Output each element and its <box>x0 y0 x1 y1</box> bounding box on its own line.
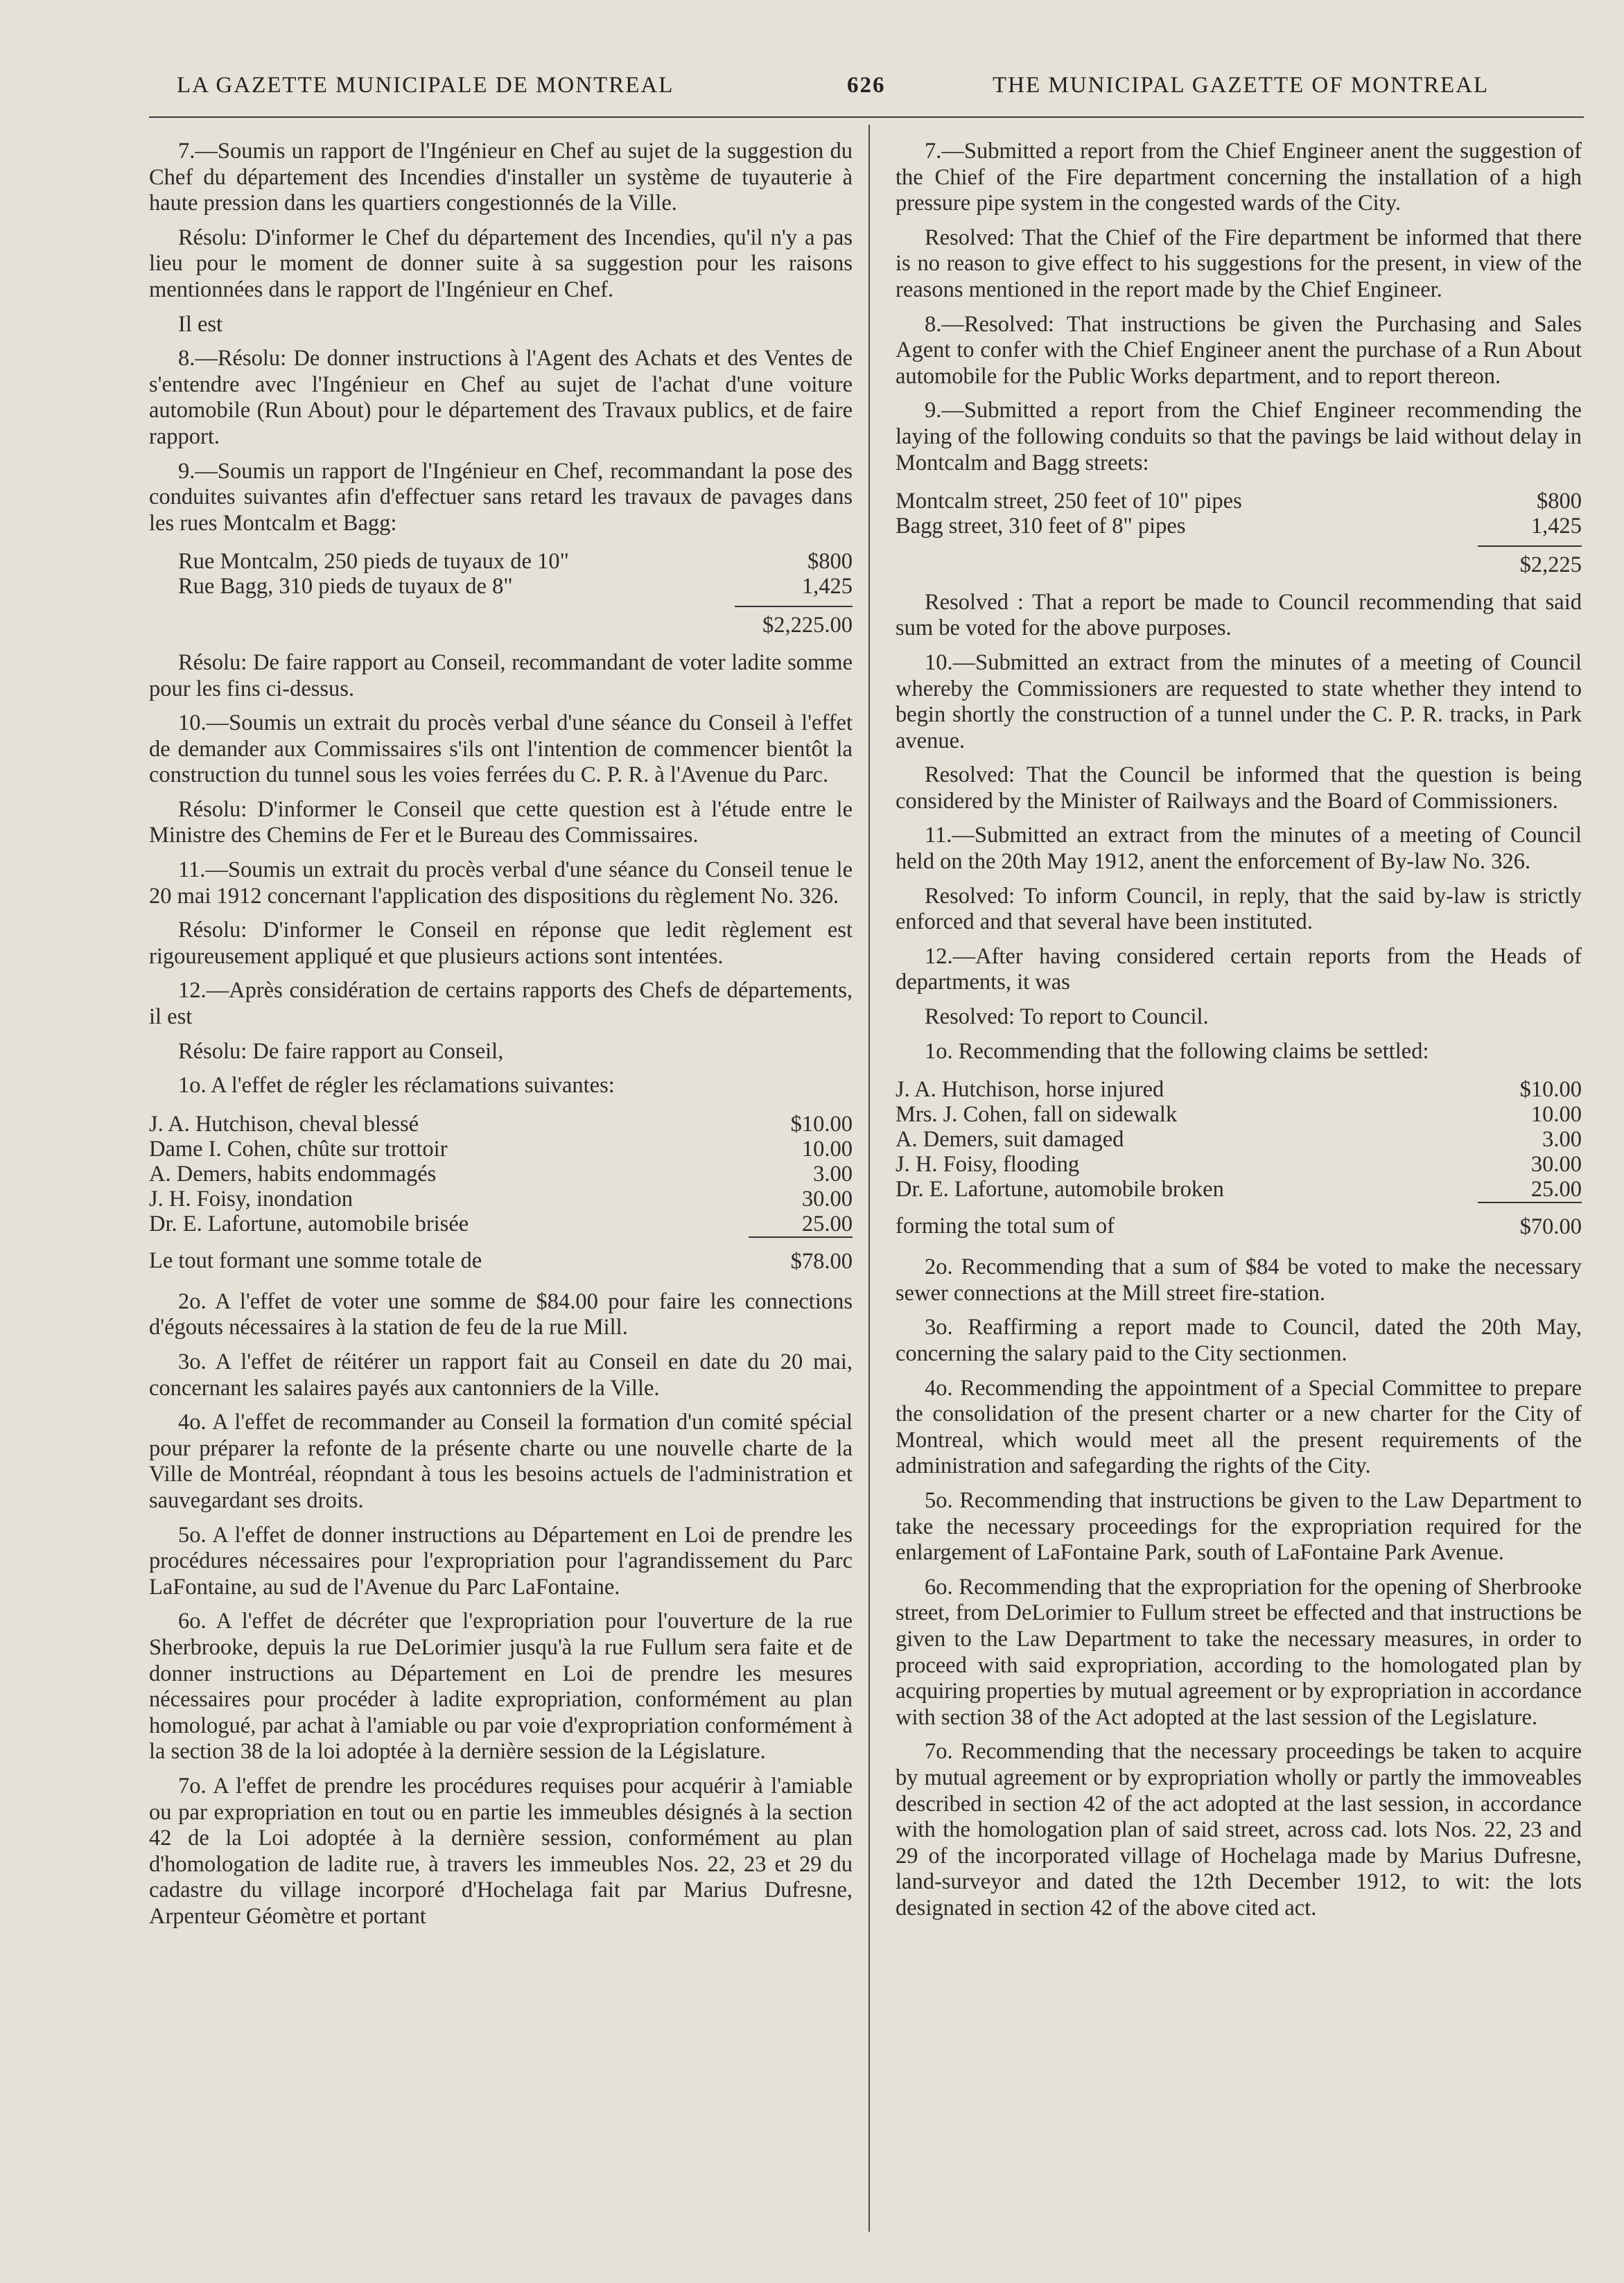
row-label: J. A. Hutchison, cheval blessé <box>149 1111 419 1137</box>
table-row <box>149 549 853 574</box>
en-item-4o: 4o. Recommending the appointment of a Special Committee to prepare the consolidation of the present charter or a new charter for the City of Montreal, which would meet all the present requirements of the administration and safegarding the rights of the City. <box>896 1375 1582 1479</box>
fr-pipe-table <box>149 549 853 599</box>
row-value: $800 <box>807 549 853 575</box>
fr-item-5o: 5o. A l'effet de donner instructions au Département en Loi de prendre les procédures nécessaires pour l'expropriation pour l'agrandissement du Parc LaFontaine, au sud de l'Avenue du Parc LaFontaine. <box>149 1522 853 1600</box>
en-claims-table <box>896 1077 1582 1239</box>
header-rule <box>149 116 1584 118</box>
total-value: $70.00 <box>1478 1202 1582 1239</box>
fr-item-8: 8.—Résolu: De donner instructions à l'Agent des Achats et des Ventes de s'entendre avec l'Ingénieur en Chef au sujet de l'achat d'une voiture automobile (Run About) pour le département des Travaux publics, et de faire rapport. <box>149 346 853 449</box>
fr-item-3o: 3o. A l'effet de réitérer un rapport fait au Conseil en date du 20 mai, concernant les salaires payés aux cantonniers de la Ville. <box>149 1349 853 1401</box>
row-value: 25.00 <box>1530 1177 1582 1202</box>
en-pipe-total: $2,225 <box>1478 545 1582 579</box>
fr-il-est: Il est <box>178 311 223 337</box>
row-value: 30.00 <box>801 1186 853 1212</box>
row-value: 1,425 <box>1530 514 1582 539</box>
english-column <box>896 139 1582 1930</box>
row-value: 3.00 <box>1542 1127 1582 1153</box>
row-value: 30.00 <box>1530 1152 1582 1178</box>
fr-pipe-total: $2,225.00 <box>735 606 853 639</box>
fr-item-12: 12.—Après considération de certains rapports des Chefs de départements, il est <box>149 978 853 1030</box>
en-item-7o: 7o. Recommending that the necessary proceedings be taken to acquire by mutual agreement or by expropriation wholly or partly the immoveables described in section 42 of the act adopted at the last session, in accordance with the homologation plan of said street, across cad. lots Nos. 22, 23 and 29 of the incorporated village of Hochelaga made by Marius Dufresne, land-surveyor and dated the 12th December 1912, to wit: the lots designated in section 42 of the above cited act. <box>896 1739 1582 1921</box>
spacer <box>149 1281 853 1289</box>
en-item-12: 12.—After having considered certain reports from the Heads of departments, it was <box>896 943 1582 995</box>
fr-item-9: 9.—Soumis un rapport de l'Ingénieur en Chef, recommandant la pose des conduites suivantes afin d'effectuer sans retard les travaux de pavages dans les rues Montcalm et Bagg: <box>149 458 853 536</box>
en-item-10-resolution: Resolved: That the Council be informed that the question is being considered by the Minister of Railways and the Board of Commissioners. <box>896 762 1582 814</box>
table-row <box>896 1102 1582 1127</box>
row-value: 1,425 <box>801 574 853 600</box>
row-label: J. H. Foisy, inondation <box>149 1186 353 1212</box>
table-row <box>896 1127 1582 1152</box>
spacer <box>896 1246 1582 1254</box>
row-label: Rue Bagg, 310 pieds de tuyaux de 8" <box>178 574 513 600</box>
row-value: 3.00 <box>813 1161 853 1187</box>
en-item-6o: 6o. Recommending that the expropriation for the opening of Sherbrooke street, from DeLorimier to Fullum street be effected and that instructions be given to the Law Department to take the necessary measures, in order to proceed with said expropriation, according to the homologated plan by acquiring properties by mutual agreement or by expropriation in accordance with section 38 of the Act adopted at the last session of the Legislature. <box>896 1574 1582 1730</box>
row-label: A. Demers, habits endommagés <box>149 1161 437 1187</box>
row-label: J. H. Foisy, flooding <box>896 1152 1080 1178</box>
fr-item-6o: 6o. A l'effet de décréter que l'expropriation pour l'ouverture de la rue Sherbrooke, depuis la rue DeLorimier jusqu'à la rue Fullum sera faite et de donner instructions au Département en Loi de prendre les mesures nécessaires pour procéder à ladite expropriation, conformément au plan homologué, par achat à l'amiable ou par voie d'expropriation conformément à la section 38 de la loi adoptée à la dernière session de la Législature. <box>149 1609 853 1765</box>
total-label: Le tout formant une somme totale de <box>149 1248 482 1273</box>
fr-item-2o: 2o. A l'effet de voter une somme de $84.00 pour faire les connections d'égouts nécessaires à la station de feu de la rue Mill. <box>149 1288 853 1340</box>
en-pipe-total-wrap <box>896 545 1582 579</box>
fr-claims-intro: 1o. A l'effet de régler les réclamations suivantes: <box>178 1073 615 1099</box>
table-row <box>149 1162 853 1187</box>
table-row <box>896 1177 1582 1202</box>
en-item-9-resolution: Resolved : That a report be made to Council recommending that said sum be voted for the above purposes. <box>896 589 1582 641</box>
fr-item-12-resolution: Résolu: De faire rapport au Conseil, <box>178 1038 504 1064</box>
fr-item-11: 11.—Soumis un extrait du procès verbal d'une séance du Conseil tenue le 20 mai 1912 concernant l'application des dispositions du règlement No. 326. <box>149 857 853 909</box>
table-row <box>896 514 1582 539</box>
row-value: $10.00 <box>790 1111 853 1137</box>
en-item-11: 11.—Submitted an extract from the minutes of a meeting of Council held on the 20th May 1912, anent the enforcement of By-law No. 326. <box>896 823 1582 875</box>
table-row <box>149 1137 853 1162</box>
total-row <box>149 1237 853 1274</box>
row-value: $10.00 <box>1519 1077 1582 1103</box>
fr-item-7: 7.—Soumis un rapport de l'Ingénieur en Chef au sujet de la suggestion du Chef du département des Incendies d'installer un système de tuyauterie à haute pression dans les quartiers congestionnés de la Ville. <box>149 139 853 216</box>
table-row <box>149 574 853 599</box>
table-row <box>149 1112 853 1137</box>
fr-item-7o: 7o. A l'effet de prendre les procédures requises pour acquérir à l'amiable ou par expropriation en tout ou en partie les immeubles désignés à la section 42 de la Loi adoptée à la dernière session, conformément au plan d'homologation de ladite rue, à travers les immeubles Nos. 22, 23 et 29 du cadastre du village incorporé d'Hochelaga fait par Marius Dufresne, Arpenteur Géomètre et portant <box>149 1773 853 1929</box>
row-value: $800 <box>1537 489 1582 514</box>
en-item-9: 9.—Submitted a report from the Chief Engineer recommending the laying of the following conduits so that the pavings be laid without delay in Montcalm and Bagg streets: <box>896 398 1582 475</box>
total-value: $78.00 <box>749 1237 853 1274</box>
en-pipe-table <box>896 489 1582 539</box>
en-item-7: 7.—Submitted a report from the Chief Engineer anent the suggestion of the Chief of the Fire department concerning the installation of a high pressure pipe system in the congested wards of the City. <box>896 139 1582 216</box>
row-label: Dr. E. Lafortune, automobile broken <box>896 1177 1224 1202</box>
table-row <box>149 1187 853 1212</box>
row-value: 10.00 <box>1530 1102 1582 1128</box>
total-label: forming the total sum of <box>896 1214 1115 1239</box>
row-value: 10.00 <box>801 1136 853 1162</box>
fr-item-4o: 4o. A l'effet de recommander au Conseil la formation d'un comité spécial pour préparer la refonte de la présente charte ou une nouvelle charte de la Ville de Montréal, réopndant à tous les besoins actuels de l'administration et sauvegardant ses droits. <box>149 1410 853 1513</box>
en-item-12-resolution: Resolved: To report to Council. <box>925 1004 1209 1030</box>
row-label: Rue Montcalm, 250 pieds de tuyaux de 10" <box>178 549 569 575</box>
fr-claims-table <box>149 1112 853 1274</box>
table-row <box>896 1077 1582 1102</box>
page-header <box>0 73 1624 114</box>
row-label: Montcalm street, 250 feet of 10" pipes <box>896 489 1242 514</box>
en-claims-intro: 1o. Recommending that the following claims be settled: <box>925 1038 1429 1064</box>
fr-item-9-resolution: Résolu: De faire rapport au Conseil, recommandant de voter ladite somme pour les fins ci-dessus. <box>149 649 853 701</box>
en-item-7-resolution: Resolved: That the Chief of the Fire department be informed that there is no reason to give effect to his suggestions for the present, in view of the reasons mentioned in the report made by the Chief Engineer. <box>896 225 1582 302</box>
en-item-5o: 5o. Recommending that instructions be given to the Law Department to take the necessary proceedings for the expropriation required for the enlargement of LaFontaine Park, south of LaFontaine Park Avenue. <box>896 1487 1582 1566</box>
en-item-2o: 2o. Recommending that a sum of $84 be voted to make the necessary sewer connections at the Mill street fire-station. <box>896 1254 1582 1306</box>
row-value: 25.00 <box>801 1211 853 1236</box>
table-row <box>896 489 1582 514</box>
row-label: A. Demers, suit damaged <box>896 1127 1124 1153</box>
column-divider <box>868 125 870 2232</box>
french-column <box>149 139 853 1938</box>
page-number: 626 <box>847 73 886 98</box>
row-label: J. A. Hutchison, horse injured <box>896 1077 1164 1103</box>
table-row <box>896 1152 1582 1177</box>
row-label: Dr. E. Lafortune, automobile brisée <box>149 1211 469 1236</box>
row-label: Dame I. Cohen, chûte sur trottoir <box>149 1136 448 1162</box>
row-label: Bagg street, 310 feet of 8" pipes <box>896 514 1186 539</box>
en-item-8: 8.—Resolved: That instructions be given the Purchasing and Sales Agent to confer with the Chief Engineer anent the purchase of a Run About automobile for the Public Works department, and to report thereon. <box>896 311 1582 389</box>
fr-item-11-resolution: Résolu: D'informer le Conseil en réponse que ledit règlement est rigoureusement appliqué et que plusieurs actions sont intentées. <box>149 918 853 969</box>
header-french-title: LA GAZETTE MUNICIPALE DE MONTREAL <box>177 73 674 98</box>
en-item-10: 10.—Submitted an extract from the minutes of a meeting of Council whereby the Commissioners are requested to state whether they intend to begin shortly the construction of a tunnel under the C. P. R. tracks, in Park avenue. <box>896 649 1582 753</box>
row-label: Mrs. J. Cohen, fall on sidewalk <box>896 1102 1178 1128</box>
header-english-title: THE MUNICIPAL GAZETTE OF MONTREAL <box>993 73 1490 98</box>
total-row <box>896 1202 1582 1239</box>
table-row <box>149 1212 853 1237</box>
fr-item-10-resolution: Résolu: D'informer le Conseil que cette question est à l'étude entre le Ministre des Chemins de Fer et le Bureau des Commissaires. <box>149 796 853 848</box>
fr-pipe-total-wrap <box>149 606 853 639</box>
en-item-3o: 3o. Reaffirming a report made to Council, dated the 20th May, concerning the salary paid to the City sectionmen. <box>896 1315 1582 1366</box>
en-item-11-resolution: Resolved: To inform Council, in reply, that the said by-law is strictly enforced and that several have been instituted. <box>896 883 1582 935</box>
fr-item-7-resolution: Résolu: D'informer le Chef du département des Incendies, qu'il n'y a pas lieu pour le moment de donner suite à sa suggestion pour les raisons mentionnées dans le rapport de l'Ingénieur en Chef. <box>149 225 853 302</box>
fr-item-10: 10.—Soumis un extrait du procès verbal d'une séance du Conseil à l'effet de demander aux Commissaires s'ils ont l'intention de commencer bientôt la construction du tunnel sous les voies ferrées du C. P. R. à l'Avenue du Parc. <box>149 710 853 788</box>
